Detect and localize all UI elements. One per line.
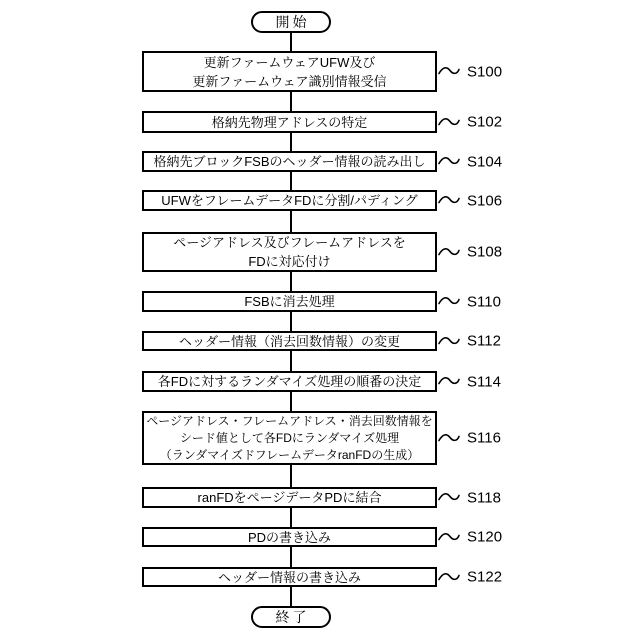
step-id: S118 [467,489,501,506]
start-terminal [251,11,331,33]
step-text: 更新ファームウェアUFW及び 更新ファームウェア識別情報受信 [192,54,387,89]
step-id: S122 [467,568,503,586]
end-label: 終了 [275,609,310,625]
end-terminal [251,606,331,628]
step-ref-s106 [437,192,502,209]
flow-step-s112 [142,331,501,351]
flow-step-s108 [142,232,503,272]
step-text: PDの書き込み [247,529,332,545]
step-id: S120 [467,528,503,546]
step-id: S102 [467,113,503,131]
flow-step-s116 [142,411,501,465]
tilde-connector-icon [437,432,461,444]
step-text: ページアドレス・フレームアドレス・消去回数情報を シード値として各FDにランダマイズ処理 （ランダマイズドフレームデータranFDの生成） [146,413,433,462]
step-text: 格納先ブロックFSBのヘッダー情報の読み出し [153,154,426,169]
step-id: S114 [467,373,501,390]
step-ref-s118 [437,489,501,506]
flow-step-s118 [142,487,501,508]
step-text: 格納先物理アドレスの特定 [211,114,368,130]
step-text: FSBに消去処理 [244,294,335,309]
step-text: UFWをフレームデータFDに分割/パディング [161,193,418,208]
tilde-connector-icon [437,531,461,543]
step-text: ranFDをページデータPDに結合 [197,490,382,505]
flow-step-s114 [142,371,501,392]
step-ref-s120 [437,529,502,546]
step-ref-s108 [437,244,502,261]
step-text: 各FDに対するランダマイズ処理の順番の決定 [157,374,422,389]
flow-step-s104 [142,151,503,172]
step-ref-s122 [437,569,502,586]
step-id: S100 [467,63,503,80]
step-ref-s102 [437,114,502,131]
tilde-connector-icon [437,296,461,308]
tilde-connector-icon [437,116,461,128]
step-ref-s114 [437,373,501,390]
tilde-connector-icon [437,66,461,78]
tilde-connector-icon [437,492,461,504]
tilde-connector-icon [437,156,461,168]
tilde-connector-icon [437,195,461,207]
flow-step-s102 [142,111,503,133]
step-text: ページアドレス及びフレームアドレスを FDに対応付け [173,235,406,269]
flow-step-s100 [142,51,503,92]
step-id: S104 [467,153,503,170]
step-ref-s110 [437,293,501,310]
flow-step-s106 [142,190,503,211]
tilde-connector-icon [437,571,461,583]
tilde-connector-icon [437,335,461,347]
flow-step-s110 [142,291,501,312]
step-id: S106 [467,192,503,209]
step-text: ヘッダー情報（消去回数情報）の変更 [178,333,400,349]
step-text: ヘッダー情報の書き込み [217,569,361,585]
step-ref-s100 [437,63,502,80]
step-ref-s112 [437,333,501,350]
step-ref-s104 [437,153,502,170]
tilde-connector-icon [437,376,461,388]
flow-step-s122 [142,567,503,587]
step-ref-s116 [437,430,501,447]
flow-step-s120 [142,527,503,547]
tilde-connector-icon [437,246,461,258]
step-id: S108 [467,243,503,261]
step-id: S116 [467,429,501,447]
step-id: S112 [467,332,501,350]
start-label: 開始 [275,14,310,30]
step-id: S110 [467,293,501,310]
